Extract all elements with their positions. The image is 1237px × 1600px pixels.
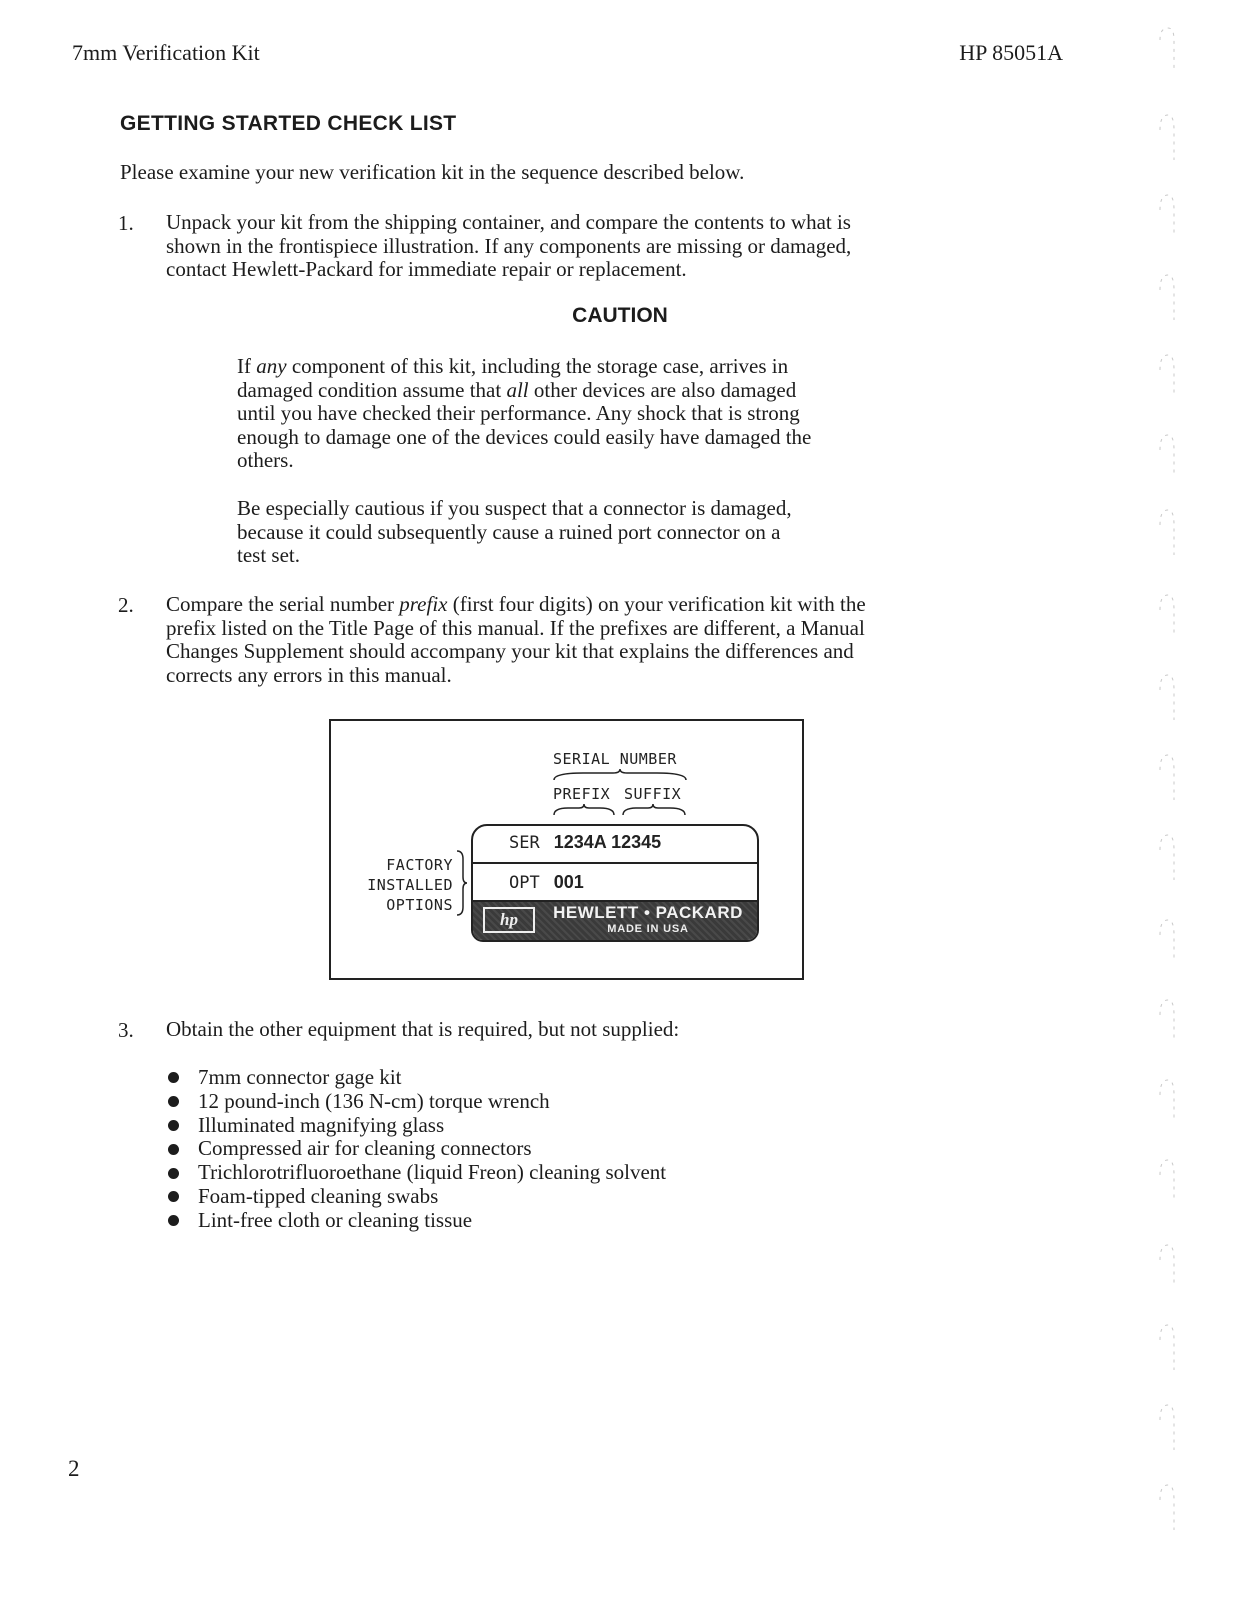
step-1-line: contact Hewlett-Packard for immediate repair or replacement.	[166, 257, 687, 281]
bullet-icon	[168, 1072, 179, 1083]
running-header-model: HP 85051A	[959, 40, 1063, 65]
step-3-number: 3.	[118, 1018, 134, 1042]
step-2-number: 2.	[118, 593, 134, 617]
prefix-suffix-brace-icon	[553, 803, 687, 817]
plate-ser-row	[473, 826, 757, 864]
caution-line: until you have checked their performance. Any shock that is strong	[237, 401, 800, 425]
list-item: Foam-tipped cleaning swabs	[168, 1185, 666, 1209]
binder-marks-decoration	[1152, 20, 1182, 1540]
step-1-text	[166, 211, 1016, 282]
ser-key: SER	[509, 833, 540, 853]
caution-paragraph-2	[237, 497, 899, 568]
list-item: Lint-free cloth or cleaning tissue	[168, 1209, 666, 1233]
step-2-line: corrects any errors in this manual.	[166, 662, 452, 687]
caution-line: because it could subsequently cause a ruined port connector on a	[237, 519, 781, 544]
suffix-label: SUFFIX	[624, 785, 682, 803]
plate-opt-row	[473, 864, 757, 902]
step-2-line: Changes Supplement should accompany your kit that explains the differences and	[166, 639, 854, 663]
serial-plate-figure	[329, 719, 804, 980]
bullet-icon	[168, 1215, 179, 1226]
intro-text: Please examine your new verification kit in the sequence described below.	[120, 160, 745, 184]
caution-line: enough to damage one of the devices could easily have damaged the	[237, 424, 812, 449]
step-3-text: Obtain the other equipment that is required, but not supplied:	[166, 1017, 680, 1041]
bullet-icon	[168, 1191, 179, 1202]
step-2-emphasis-prefix: prefix	[399, 592, 448, 616]
step-1-line: Unpack your kit from the shipping container, and compare the contents to what is	[166, 210, 851, 234]
step-2-text	[166, 593, 1016, 687]
running-header-title: 7mm Verification Kit	[72, 40, 260, 65]
list-item: 12 pound-inch (136 N-cm) torque wrench	[168, 1090, 666, 1114]
caution-line: test set.	[237, 543, 300, 567]
bullet-icon	[168, 1168, 179, 1179]
opt-key: OPT	[509, 873, 540, 893]
equipment-list	[168, 1066, 666, 1233]
page-number: 2	[68, 1456, 80, 1481]
caution-emphasis-all: all	[506, 377, 529, 402]
serial-number-label: SERIAL NUMBER	[553, 750, 677, 768]
caution-title: CAUTION	[572, 304, 668, 327]
plate-brand-band	[473, 902, 757, 940]
list-item: Trichlorotrifluoroethane (liquid Freon) cleaning solvent	[168, 1161, 666, 1185]
caution-line: Be especially cautious if you suspect that a connector is damaged,	[237, 496, 792, 520]
ser-value: 1234A 12345	[553, 832, 662, 852]
caution-paragraph-1	[237, 355, 899, 473]
list-item: Illuminated magnifying glass	[168, 1114, 666, 1138]
step-1-line: shown in the frontispiece illustration. If any components are missing or damaged,	[166, 233, 852, 258]
caution-line: damaged condition assume that all other devices are also damaged	[237, 377, 797, 402]
prefix-label: PREFIX	[553, 785, 611, 803]
hp-logo-icon: hp	[483, 907, 535, 933]
caution-emphasis-any: any	[256, 354, 287, 378]
caution-line: others.	[237, 448, 294, 472]
bullet-icon	[168, 1144, 179, 1155]
step-2-line: prefix listed on the Title Page of this manual. If the prefixes are different, a Manual	[166, 615, 865, 640]
options-brace-icon	[455, 849, 469, 917]
opt-value: 001	[553, 872, 584, 892]
bullet-icon	[168, 1096, 179, 1107]
factory-options-label: FACTORY INSTALLED OPTIONS	[367, 856, 453, 914]
step-1-number: 1.	[118, 211, 134, 235]
step-2-line: Compare the serial number prefix (first four digits) on your verification kit with the	[166, 592, 866, 616]
list-item: Compressed air for cleaning connectors	[168, 1137, 666, 1161]
serial-plate	[471, 824, 759, 942]
brand-name: HEWLETT • PACKARD	[553, 903, 743, 922]
made-in-label: MADE IN USA	[607, 923, 689, 935]
list-item: 7mm connector gage kit	[168, 1066, 666, 1090]
bullet-icon	[168, 1120, 179, 1131]
serial-number-brace-icon	[553, 768, 687, 782]
section-title: GETTING STARTED CHECK LIST	[120, 112, 457, 135]
caution-line: If any component of this kit, including the storage case, arrives in	[237, 354, 789, 378]
